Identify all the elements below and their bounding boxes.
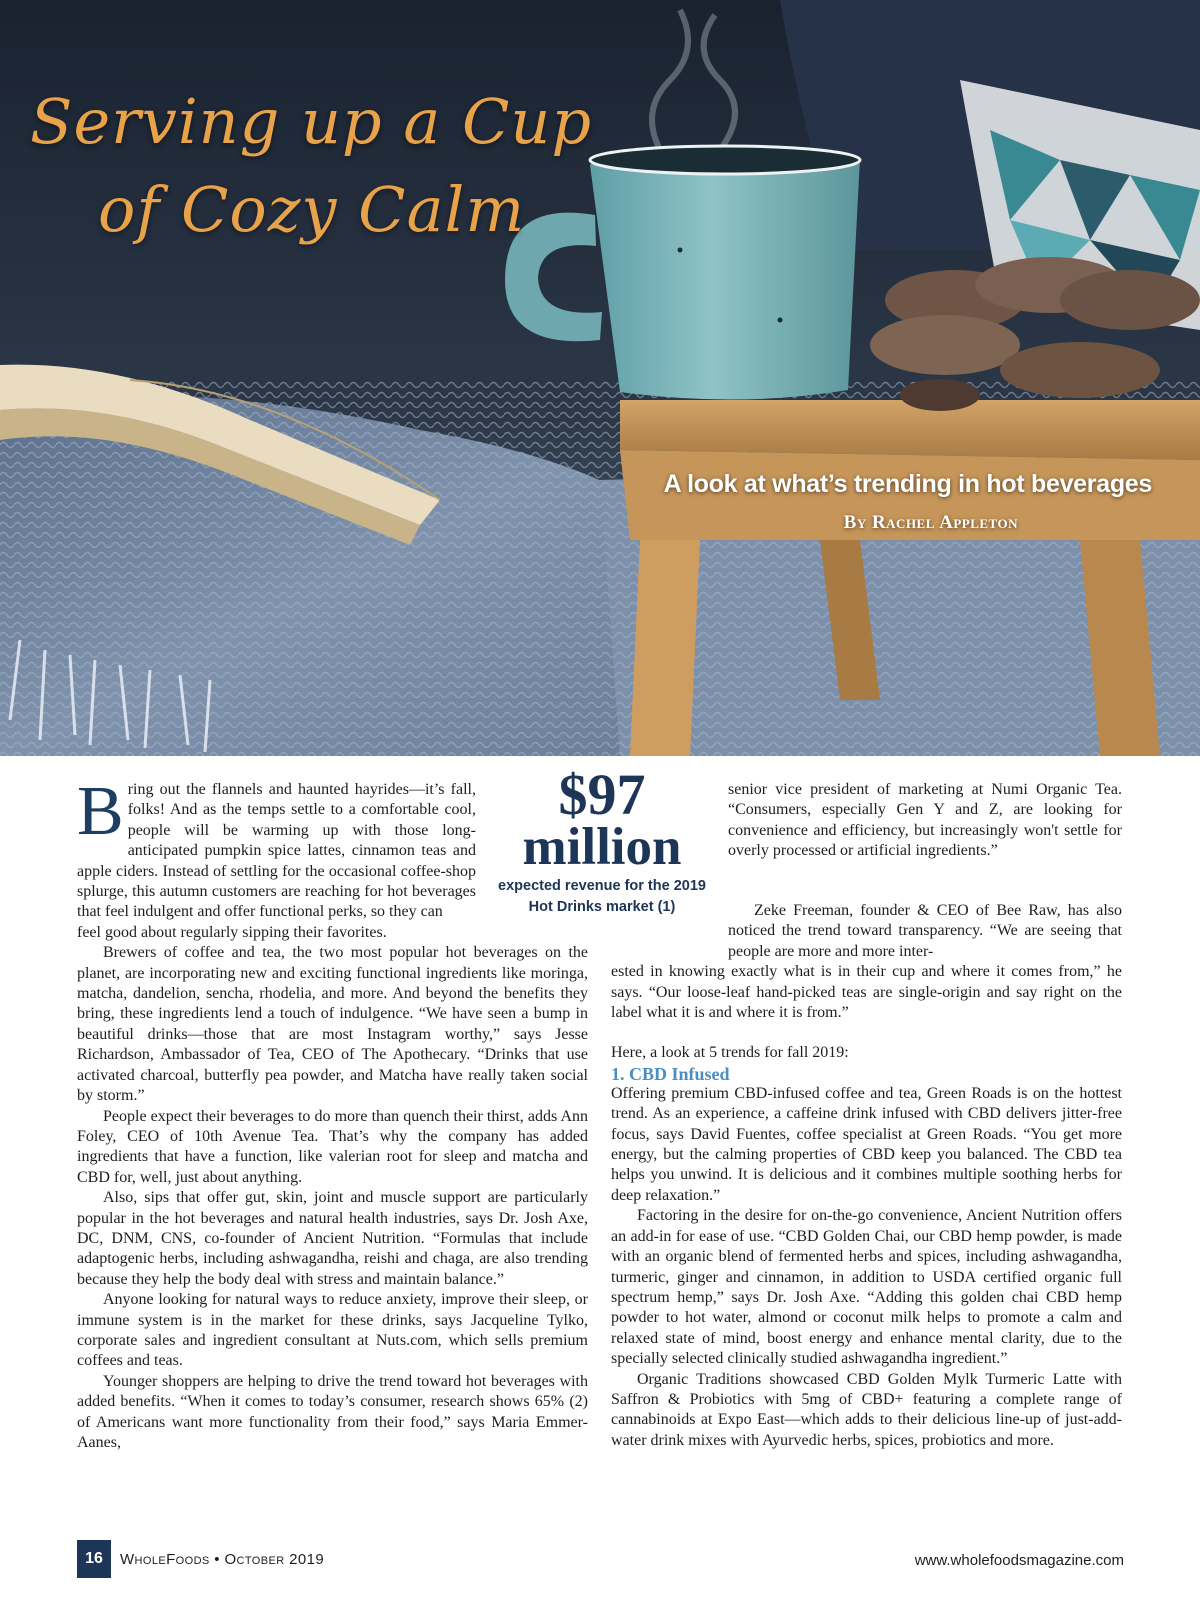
intro-text: ring out the flannels and haunted hayrides—it’s fall, folks! And as the temps settle to a comfortable cool, people will be warming up with those long-anticipated pumpkin spice lattes, cinnamon teas and apple ciders. Instead of settling for the occasional coffee-shop splurge, this autumn customers are reaching for hot beverages that feel indulgent and offer functional perks, so they can xyxy=(77,781,476,921)
zeke-paragraph-wrapped xyxy=(611,901,1122,962)
right-column-top xyxy=(728,780,1122,862)
paragraph: People expect their beverages to do more than quench their thirst, adds Ann Foley, CEO of 10th Avenue Tea. That’s why the company has added ingredients that have a function, like valerian root for sleep and matcha and CBD for, well, just about anything. xyxy=(77,1107,588,1186)
paragraph: Factoring in the desire for on-the-go convenience, Ancient Nutrition offers an add-in for ease of use. “CBD Golden Chai, our CBD hemp powder, is made with an organic blend of fermented herbs and spices, including ashwagandha, turmeric, ginger and cinnamon, in addition to USDA certified organic full spectrum hemp,” says Dr. Josh Axe. “Adding this golden chai CBD hemp powder to hot water, almond or coconut milk helps to promote a calm and relaxed state of mind, boost energy and enhance mental clarity, due to the specially selected clinically studied ashwagandha ingredient.” xyxy=(611,1207,1122,1368)
page-number: 16 xyxy=(77,1540,111,1578)
paragraph: Also, sips that offer gut, skin, joint and muscle support are particularly popular in the hot beverages and natural health industries, says Dr. Josh Axe, DC, DNM, CNS, co-founder of Ancient Nutrition. “Formulas that include adaptogenic herbs, including ashwagandha, reishi and chaga, are also trending because they help the body deal with stress and maintain balance.” xyxy=(77,1189,588,1288)
callout-unit: million xyxy=(522,818,682,876)
callout-caption-line-2: Hot Drinks market (1) xyxy=(528,899,676,915)
intro-paragraph-end: feel good about regularly sipping their favorites. xyxy=(77,923,387,941)
paragraph: Younger shoppers are helping to drive the trend toward hot beverages with added benefits. “When it comes to today’s consumer, research shows 65% (2) of Americans want more functionality from their food,” says Maria Emmer-Aanes, xyxy=(77,1372,588,1451)
article-subtitle: A look at what’s trending in hot beverages xyxy=(663,470,1152,498)
drop-cap: B xyxy=(77,773,124,850)
intro-paragraph xyxy=(77,773,476,923)
paragraph: senior vice president of marketing at Numi Organic Tea. “Consumers, especially Gen Y and Z, are looking for convenience and efficiency, but increasingly won't settle for overly processed or artificial ingredients.” xyxy=(728,781,1122,860)
paragraph: Zeke Freeman, founder & CEO of Bee Raw, has also noticed the trend toward transparency. “We are seeing that people are more and more inter- xyxy=(728,902,1122,960)
page-footer xyxy=(0,1540,1200,1580)
right-column xyxy=(611,901,1122,1451)
article-title-line-2: of Cozy Calm xyxy=(98,173,526,246)
left-column xyxy=(77,773,588,1453)
callout-caption-line-1: expected revenue for the 2019 xyxy=(498,878,706,894)
magazine-issue: WholeFoods • October 2019 xyxy=(120,1551,325,1568)
paragraph: Anyone looking for natural ways to reduce anxiety, improve their sleep, or immune system is in the market for these drinks, says Jacqueline Tylko, corporate sales and ingredient consultant at Nuts.com, which sells premium coffees and teas. xyxy=(77,1291,588,1370)
trend-heading-cbd: 1. CBD Infused xyxy=(611,1063,730,1084)
author-byline: By Rachel Appleton xyxy=(843,512,1018,533)
callout-amount: $97 xyxy=(558,762,646,827)
paragraph: Brewers of coffee and tea, the two most popular hot beverages on the planet, are incorporating new and exciting functional ingredients like moringa, matcha, dandelion, sencha, rhodelia, and more. And beyond the benefits they bring, these ingredients lend a touch of indulgence. “We have seen a bump in beautiful drinks—those that are most Instagram worthy,” says Jesse Richardson, Ambassador of Tea, CEO of The Apothecary. “Drinks that use activated charcoal, butterfly pea powder, and Matcha have really taken social by storm.” xyxy=(77,944,588,1105)
website-url[interactable]: www.wholefoodsmagazine.com xyxy=(914,1552,1124,1569)
paragraph: Offering premium CBD-infused coffee and tea, Green Roads is on the hottest trend. As an experience, a caffeine drink infused with CBD delivers jitter-free focus, says David Fuentes, coffee specialist at Green Roads. “You get more energy, but the calming properties of CBD keep you balanced. The CBD tea helps you unwind. It is delicious and it combines multiple soothing herbs for deep relaxation.” xyxy=(611,1084,1122,1204)
article-title-line-1: Serving up a Cup xyxy=(30,85,593,158)
paragraph: Organic Traditions showcased CBD Golden Mylk Turmeric Latte with Saffron & Probiotics with 5mg of CBD+ featuring a complete range of cannabinoids at Expo East—which adds to their delicious line-up of just-add-water drink mixes with Ayurvedic herbs, spices, probiotics and more. xyxy=(611,1370,1122,1449)
article-title xyxy=(30,78,670,254)
hero-photo xyxy=(0,0,1200,756)
trends-intro: Here, a look at 5 trends for fall 2019: xyxy=(611,1044,849,1062)
paragraph: ested in knowing exactly what is in their cup and where it comes from,” he says. “Our loose-leaf hand-picked teas are single-origin and say right on the label what it is and where it is from.” xyxy=(611,963,1122,1022)
intro-paragraph-wrapped xyxy=(77,773,476,923)
